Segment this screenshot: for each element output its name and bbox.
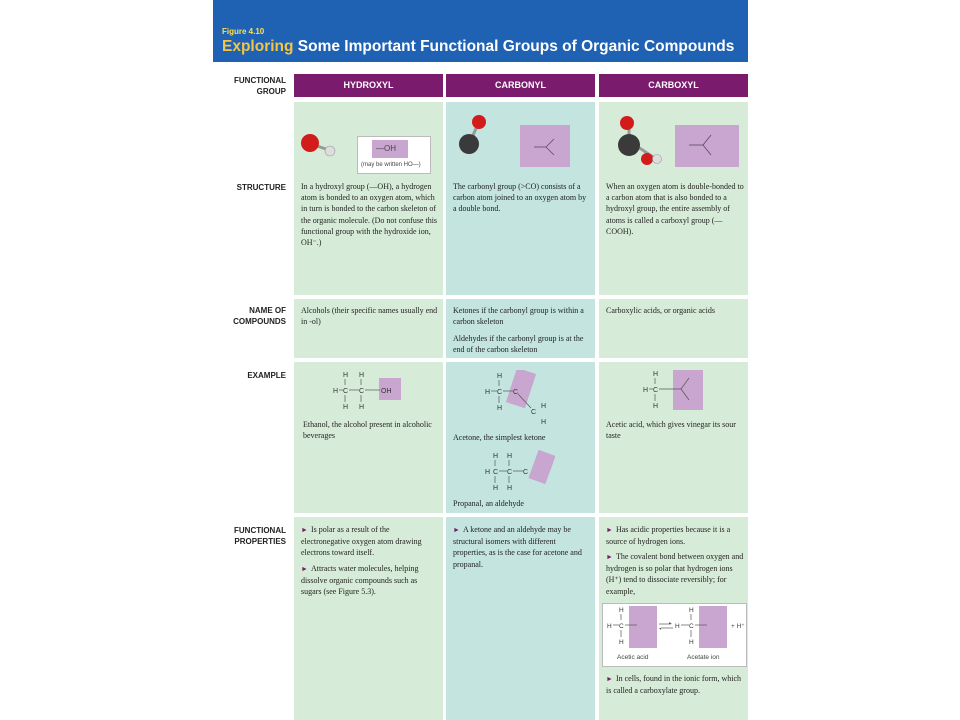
svg-text:H: H [689, 607, 694, 614]
svg-text:H: H [689, 639, 694, 646]
svg-text:H: H [507, 485, 513, 492]
column-header-carbonyl: CARBONYL [446, 74, 595, 97]
row-label-example: EXAMPLE [247, 371, 286, 380]
svg-text:H: H [497, 405, 503, 412]
hydroxyl-ball-model [299, 130, 339, 160]
carboxyl-property-3: ► In cells, found in the ionic form, which is called a carboxylate group. [606, 674, 742, 696]
carbonyl-formula [520, 125, 570, 167]
svg-text:H: H [507, 453, 513, 460]
acetone-caption: Acetone, the simplest ketone [453, 433, 546, 442]
svg-text:OH: OH [381, 388, 392, 395]
dissociation-diagram [602, 603, 747, 667]
svg-text:H: H [653, 403, 659, 410]
svg-text:C: C [513, 389, 519, 396]
hydroxyl-formula: —OH [376, 144, 396, 153]
hydroxyl-caption: (may be written HO—) [361, 162, 421, 168]
svg-text:H: H [359, 372, 365, 379]
svg-text:C: C [493, 469, 499, 476]
figure-title [222, 38, 734, 56]
svg-text:C: C [523, 469, 529, 476]
row-label-structure: STRUCTURE [236, 183, 286, 192]
carbonyl-structure-text: The carbonyl group (>CO) consists of a carbon atom joined to an oxygen atom by a double bond. [453, 182, 587, 214]
carbonyl-name-text-1: Ketones if the carbonyl group is within a carbon skeleton [453, 306, 584, 327]
svg-text:H: H [485, 389, 491, 396]
acetic-acid-label: Acetic acid [617, 654, 649, 661]
hydroxyl-name-text: Alcohols (their specific names usually end in -ol) [301, 306, 438, 327]
hydroxyl-property-2: ► Attracts water molecules, helping dissolve organic compounds such as sugars (see Figure 5.3). [301, 564, 419, 597]
svg-text:H: H [619, 639, 624, 646]
carboxyl-name-text: Carboxylic acids, or organic acids [606, 306, 715, 315]
svg-text:C: C [653, 387, 659, 394]
hydroxyl-structure-text: In a hydroxyl group (—OH), a hydrogen atom is bonded to an oxygen atom, which in turn is bonded to the carbon skeleton of the organic molecule. (Do not confuse this functional group with the hydroxide ion, OH⁻.) [301, 182, 438, 248]
row-label-name-of-compounds: NAME OF COMPOUNDS [233, 306, 286, 326]
svg-text:H: H [675, 623, 680, 630]
svg-text:C: C [619, 623, 624, 630]
svg-text:H: H [643, 387, 649, 394]
svg-text:H: H [359, 404, 365, 411]
acetate-ion-label: Acetate ion [687, 654, 720, 661]
hydrogen-ion-label: + H⁺ [731, 623, 745, 630]
column-header-carboxyl: CARBOXYL [599, 74, 748, 97]
svg-text:H: H [653, 371, 659, 378]
svg-text:H: H [619, 607, 624, 614]
row-divider [293, 358, 748, 362]
ethanol-structure [333, 370, 403, 412]
textbook-page [213, 0, 748, 720]
svg-text:C: C [359, 388, 365, 395]
svg-text:H: H [497, 373, 503, 380]
propanal-structure [485, 450, 555, 496]
svg-text:H: H [343, 372, 349, 379]
carbonyl-property-1: ► A ketone and an aldehyde may be structural isomers with different properties, as is the case for acetone and propanal. [453, 525, 582, 569]
svg-text:H: H [485, 469, 491, 476]
column-header-hydroxyl: HYDROXYL [294, 74, 443, 97]
figure-title-lead: Exploring [222, 38, 294, 55]
figure-title-rest: Some Important Functional Groups of Organic Compounds [293, 38, 735, 55]
svg-text:H: H [541, 419, 547, 426]
carboxyl-structure-highlight [675, 125, 739, 167]
figure-number: Figure 4.10 [222, 27, 265, 36]
carboxyl-ball-model [605, 115, 665, 173]
svg-text:H: H [493, 453, 499, 460]
svg-text:H: H [607, 623, 612, 630]
figure-header [213, 0, 748, 62]
carbonyl-name-text-2: Aldehydes if the carbonyl group is at the end of the carbon skeleton [453, 334, 584, 355]
row-label-functional-group: FUNCTIONAL GROUP [234, 76, 286, 96]
row-divider [293, 295, 748, 299]
svg-text:H: H [343, 404, 349, 411]
acetic-acid-caption: Acetic acid, which gives vinegar its sour taste [606, 420, 736, 441]
carboxyl-property-1: ► Has acidic properties because it is a source of hydrogen ions. [606, 525, 731, 547]
svg-text:H: H [333, 388, 339, 395]
carboxyl-property-2: ► The covalent bond between oxygen and hydrogen is so polar that hydrogen ions (H⁺) tend to dissociate reversibly; for example, [606, 552, 744, 596]
carboxyl-formula [675, 125, 739, 167]
ethanol-caption: Ethanol, the alcohol present in alcoholic beverages [303, 420, 432, 441]
acetic-acid-structure [643, 368, 707, 416]
acetone-structure [485, 370, 549, 428]
svg-text:C: C [531, 409, 537, 416]
svg-text:H: H [541, 403, 547, 410]
svg-text:H: H [493, 485, 499, 492]
dissociation-structures [603, 604, 746, 652]
svg-text:C: C [497, 389, 503, 396]
hydroxyl-property-1: ► Is polar as a result of the electronegative oxygen atom drawing electrons toward itself. [301, 525, 422, 558]
carboxyl-structure-text: When an oxygen atom is double-bonded to a carbon atom that is also bonded to a hydroxyl group, the entire assembly of atoms is called a carboxyl group (—COOH). [606, 182, 744, 236]
svg-text:C: C [343, 388, 349, 395]
carbonyl-structure-highlight [520, 125, 570, 167]
svg-text:C: C [689, 623, 694, 630]
svg-text:C: C [507, 469, 513, 476]
row-label-functional-properties: FUNCTIONAL PROPERTIES [234, 526, 286, 546]
carbonyl-ball-model [454, 112, 494, 158]
row-divider [293, 513, 748, 517]
propanal-caption: Propanal, an aldehyde [453, 499, 524, 508]
hydroxyl-formula-box [357, 136, 431, 174]
